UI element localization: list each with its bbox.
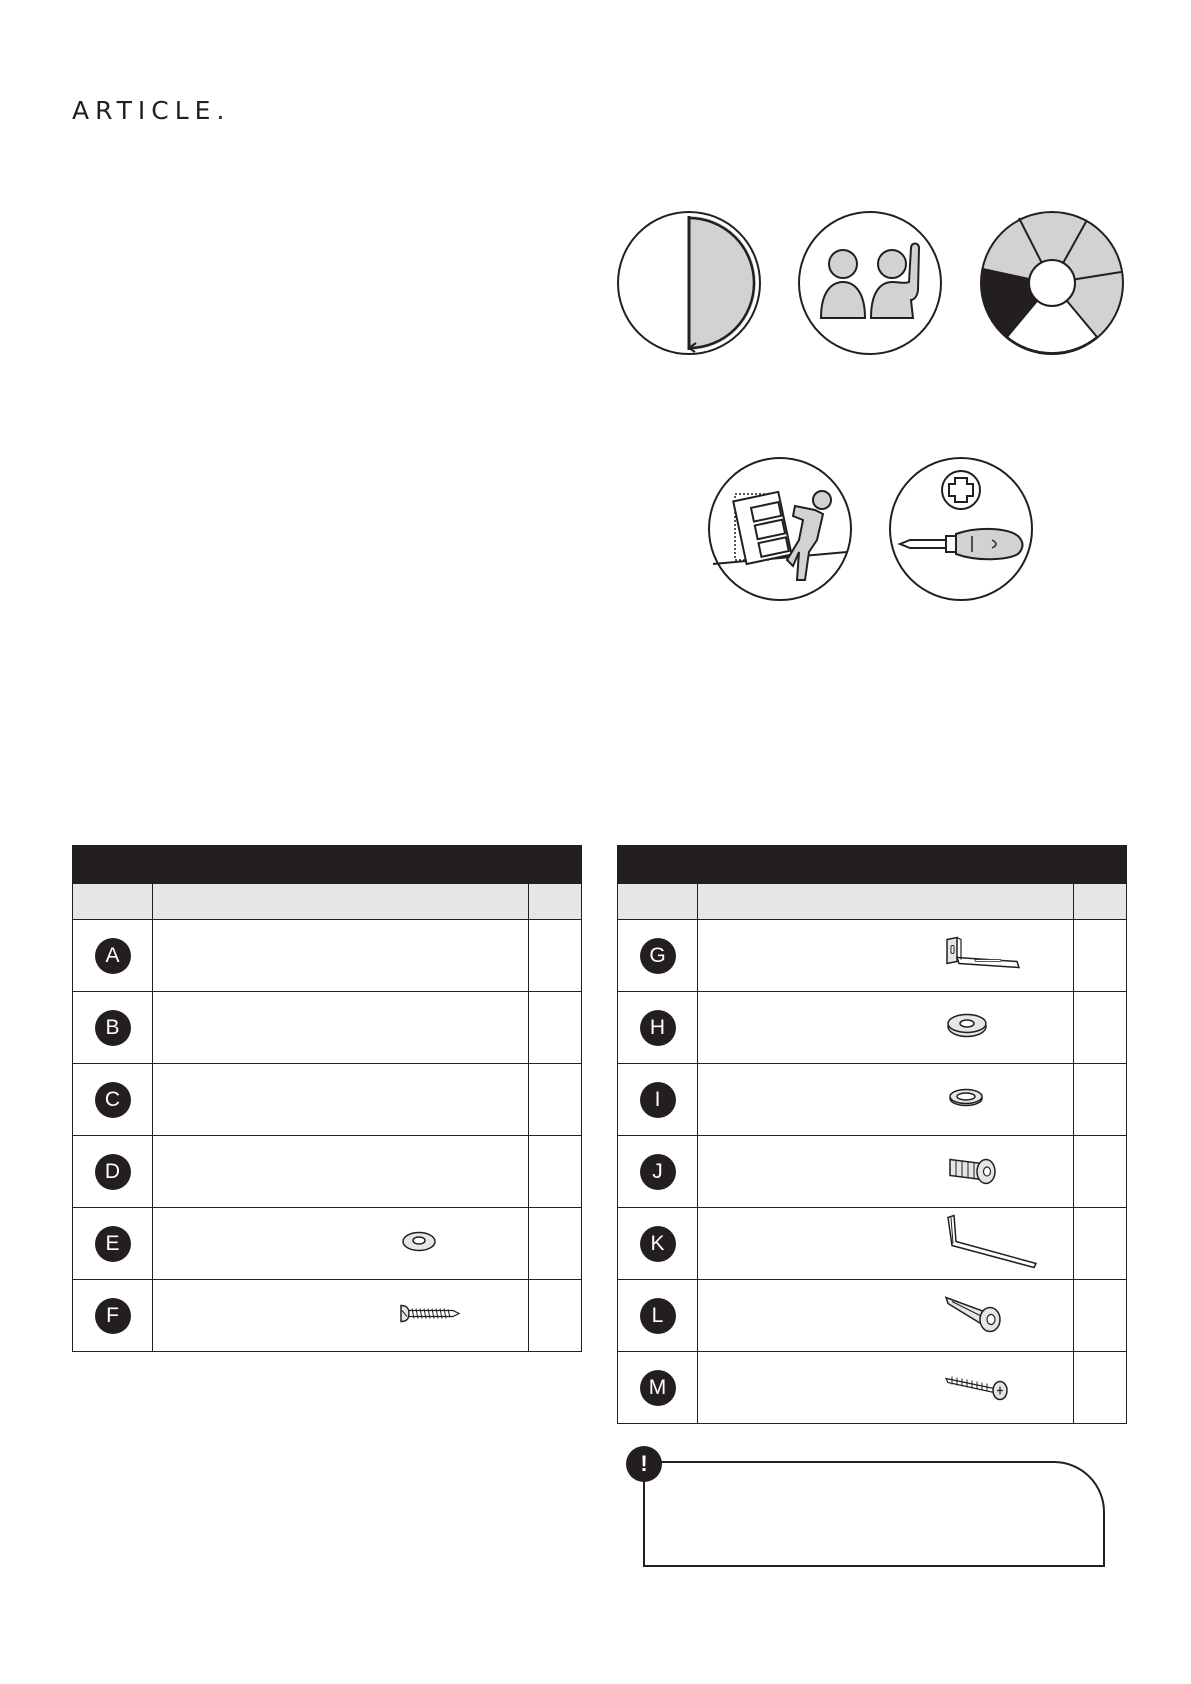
table-header-row [73, 884, 582, 920]
table-row [73, 1280, 582, 1352]
tip-over-warning-icon [707, 456, 853, 607]
table-row [618, 1280, 1127, 1352]
phillips-screwdriver-icon [888, 456, 1034, 607]
flat-washer-icon [946, 1012, 988, 1043]
part-letter-badge: J [640, 1154, 676, 1190]
part-letter-badge: I [640, 1082, 676, 1118]
brand-logo: ARTICLE. [72, 96, 231, 125]
table-row [73, 1208, 582, 1280]
ring-sections-icon [979, 210, 1125, 361]
table-row [618, 920, 1127, 992]
exclamation-icon: ! [640, 1451, 648, 1476]
table-header-row [618, 884, 1127, 920]
wall-anchor-icon [944, 1291, 1006, 1340]
part-letter-badge: F [95, 1298, 131, 1334]
part-letter-badge: G [640, 938, 676, 974]
table-row [618, 1352, 1127, 1424]
table-row [618, 1064, 1127, 1136]
half-clock-icon [616, 210, 762, 361]
allen-key-icon [944, 1213, 1040, 1274]
parts-table-left [72, 845, 582, 1352]
part-letter-badge: L [640, 1298, 676, 1334]
part-letter-badge: E [95, 1226, 131, 1262]
connector-bolt-icon [946, 1149, 998, 1194]
part-letter-badge: M [640, 1370, 676, 1406]
note-box [622, 1446, 1122, 1576]
table-row [73, 1064, 582, 1136]
table-row [73, 992, 582, 1064]
parts-table-right [617, 845, 1127, 1424]
table-row [618, 1136, 1127, 1208]
washer-icon [401, 1230, 437, 1257]
table-title-bar [618, 846, 1127, 884]
table-row [618, 992, 1127, 1064]
part-letter-badge: H [640, 1010, 676, 1046]
screw-icon [399, 1302, 461, 1329]
table-row [73, 920, 582, 992]
lock-washer-icon [948, 1087, 984, 1112]
part-letter-badge: C [95, 1082, 131, 1118]
part-letter-badge: A [95, 938, 131, 974]
part-letter-badge: K [640, 1226, 676, 1262]
wood-screw-icon [944, 1370, 1010, 1405]
table-row [618, 1208, 1127, 1280]
anti-tip-bracket-icon [945, 935, 1021, 976]
part-letter-badge: B [95, 1010, 131, 1046]
two-people-icon [797, 210, 943, 361]
table-title-bar [73, 846, 582, 884]
part-letter-badge: D [95, 1154, 131, 1190]
table-row [73, 1136, 582, 1208]
